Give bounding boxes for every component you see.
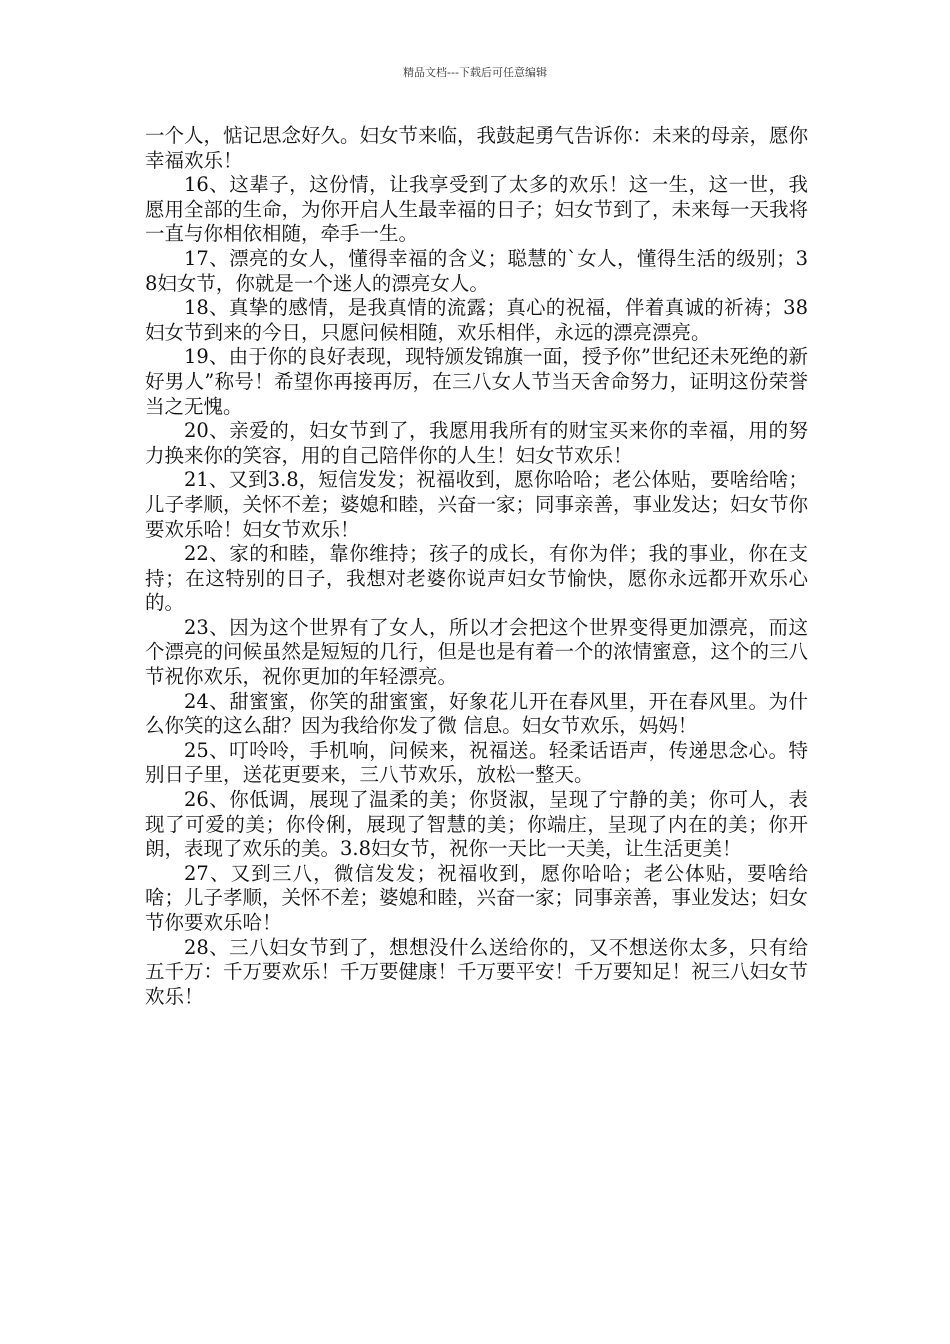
paragraph-25: 25、叮呤呤，手机响，问候来，祝福送。轻柔话语声，传递思念心。特别日子里，送花更要来，三八节欢乐，放松一整天。 — [145, 738, 808, 787]
paragraph-20: 20、亲爱的，妇女节到了，我愿用我所有的财宝买来你的幸福，用的努力换来你的笑容，用的自己陪伴你的人生！妇女节欢乐！ — [145, 419, 808, 467]
paragraph-21: 21、又到3.8，短信发发；祝福收到，愿你哈哈；老公体贴，要啥给啥；儿子孝顺，关怀不差；婆媳和睦，兴奋一家；同事亲善，事业发达；妇女节你要欢乐哈！妇女节欢乐！ — [145, 468, 809, 541]
paragraph-24: 24、甜蜜蜜，你笑的甜蜜蜜，好象花儿开在春风里，开在春风里。为什么你笑的这么甜？因为我给你发了微 信息。妇女节欢乐，妈妈！ — [145, 689, 808, 738]
document-body — [145, 124, 808, 1009]
paragraph-22: 22、家的和睦，靠你维持；孩子的成长，有你为伴；我的事业，你在支持；在这特别的日子，我想对老婆你说声妇女节愉快，愿你永远都开欢乐心的。 — [145, 542, 808, 615]
paragraph-17: 17、漂亮的女人，懂得幸福的含义；聪慧的`女人，懂得生活的级别；38妇女节，你就是一个迷人的漂亮女人。 — [145, 246, 808, 295]
paragraph-27: 27、又到三八，微信发发；祝福收到，愿你哈哈；老公体贴，要啥给啥；儿子孝顺，关怀不差；婆媳和睦，兴奋一家；同事亲善，事业发达；妇女节你要欢乐哈！ — [145, 861, 809, 934]
paragraph-16: 16、这辈子，这份情，让我享受到了太多的欢乐！这一生，这一世，我愿用全部的生命，为你开启人生最幸福的日子；妇女节到了，未来每一天我将一直与你相依相随，牵手一生。 — [145, 173, 809, 246]
paragraph-26: 26、你低调，展现了温柔的美；你贤淑，呈现了宁静的美；你可人，表现了可爱的美；你伶俐，展现了智慧的美；你端庄，呈现了内在的美；你开朗，表现了欢乐的美。3.8妇女节，祝你一天比一天美，让生活更美！ — [145, 788, 808, 861]
paragraph-23: 23、因为这个世界有了女人，所以才会把这个世界变得更加漂亮，而这个漂亮的问候虽然是短短的几行，但是也是有着一个的浓情蜜意，这个的三八节祝你欢乐，祝你更加的年轻漂亮。 — [145, 615, 809, 689]
paragraph-18: 18、真挚的感情，是我真情的流露；真心的祝福，伴着真诚的祈祷；38妇女节到来的今日，只愿问候相随，欢乐相伴，永远的漂亮漂亮。 — [145, 296, 808, 344]
page-header: 精品文档---下载后可任意编辑 — [403, 66, 547, 79]
paragraph-19: 19、由于你的良好表现，现特颁发锦旗一面，授予你”世纪还未死绝的新好男人”称号！希望你再接再厉，在三八女人节当天舍命努力，证明这份荣誉当之无愧。 — [145, 345, 808, 418]
paragraph-continued: 一个人，惦记思念好久。妇女节来临，我鼓起勇气告诉你：未来的母亲，愿你幸福欢乐！ — [145, 124, 809, 172]
paragraph-28: 28、三八妇女节到了，想想没什么送给你的，又不想送你太多，只有给五千万：千万要欢乐！千万要健康！千万要平安！千万要知足！祝三八妇女节欢乐！ — [145, 935, 809, 1008]
